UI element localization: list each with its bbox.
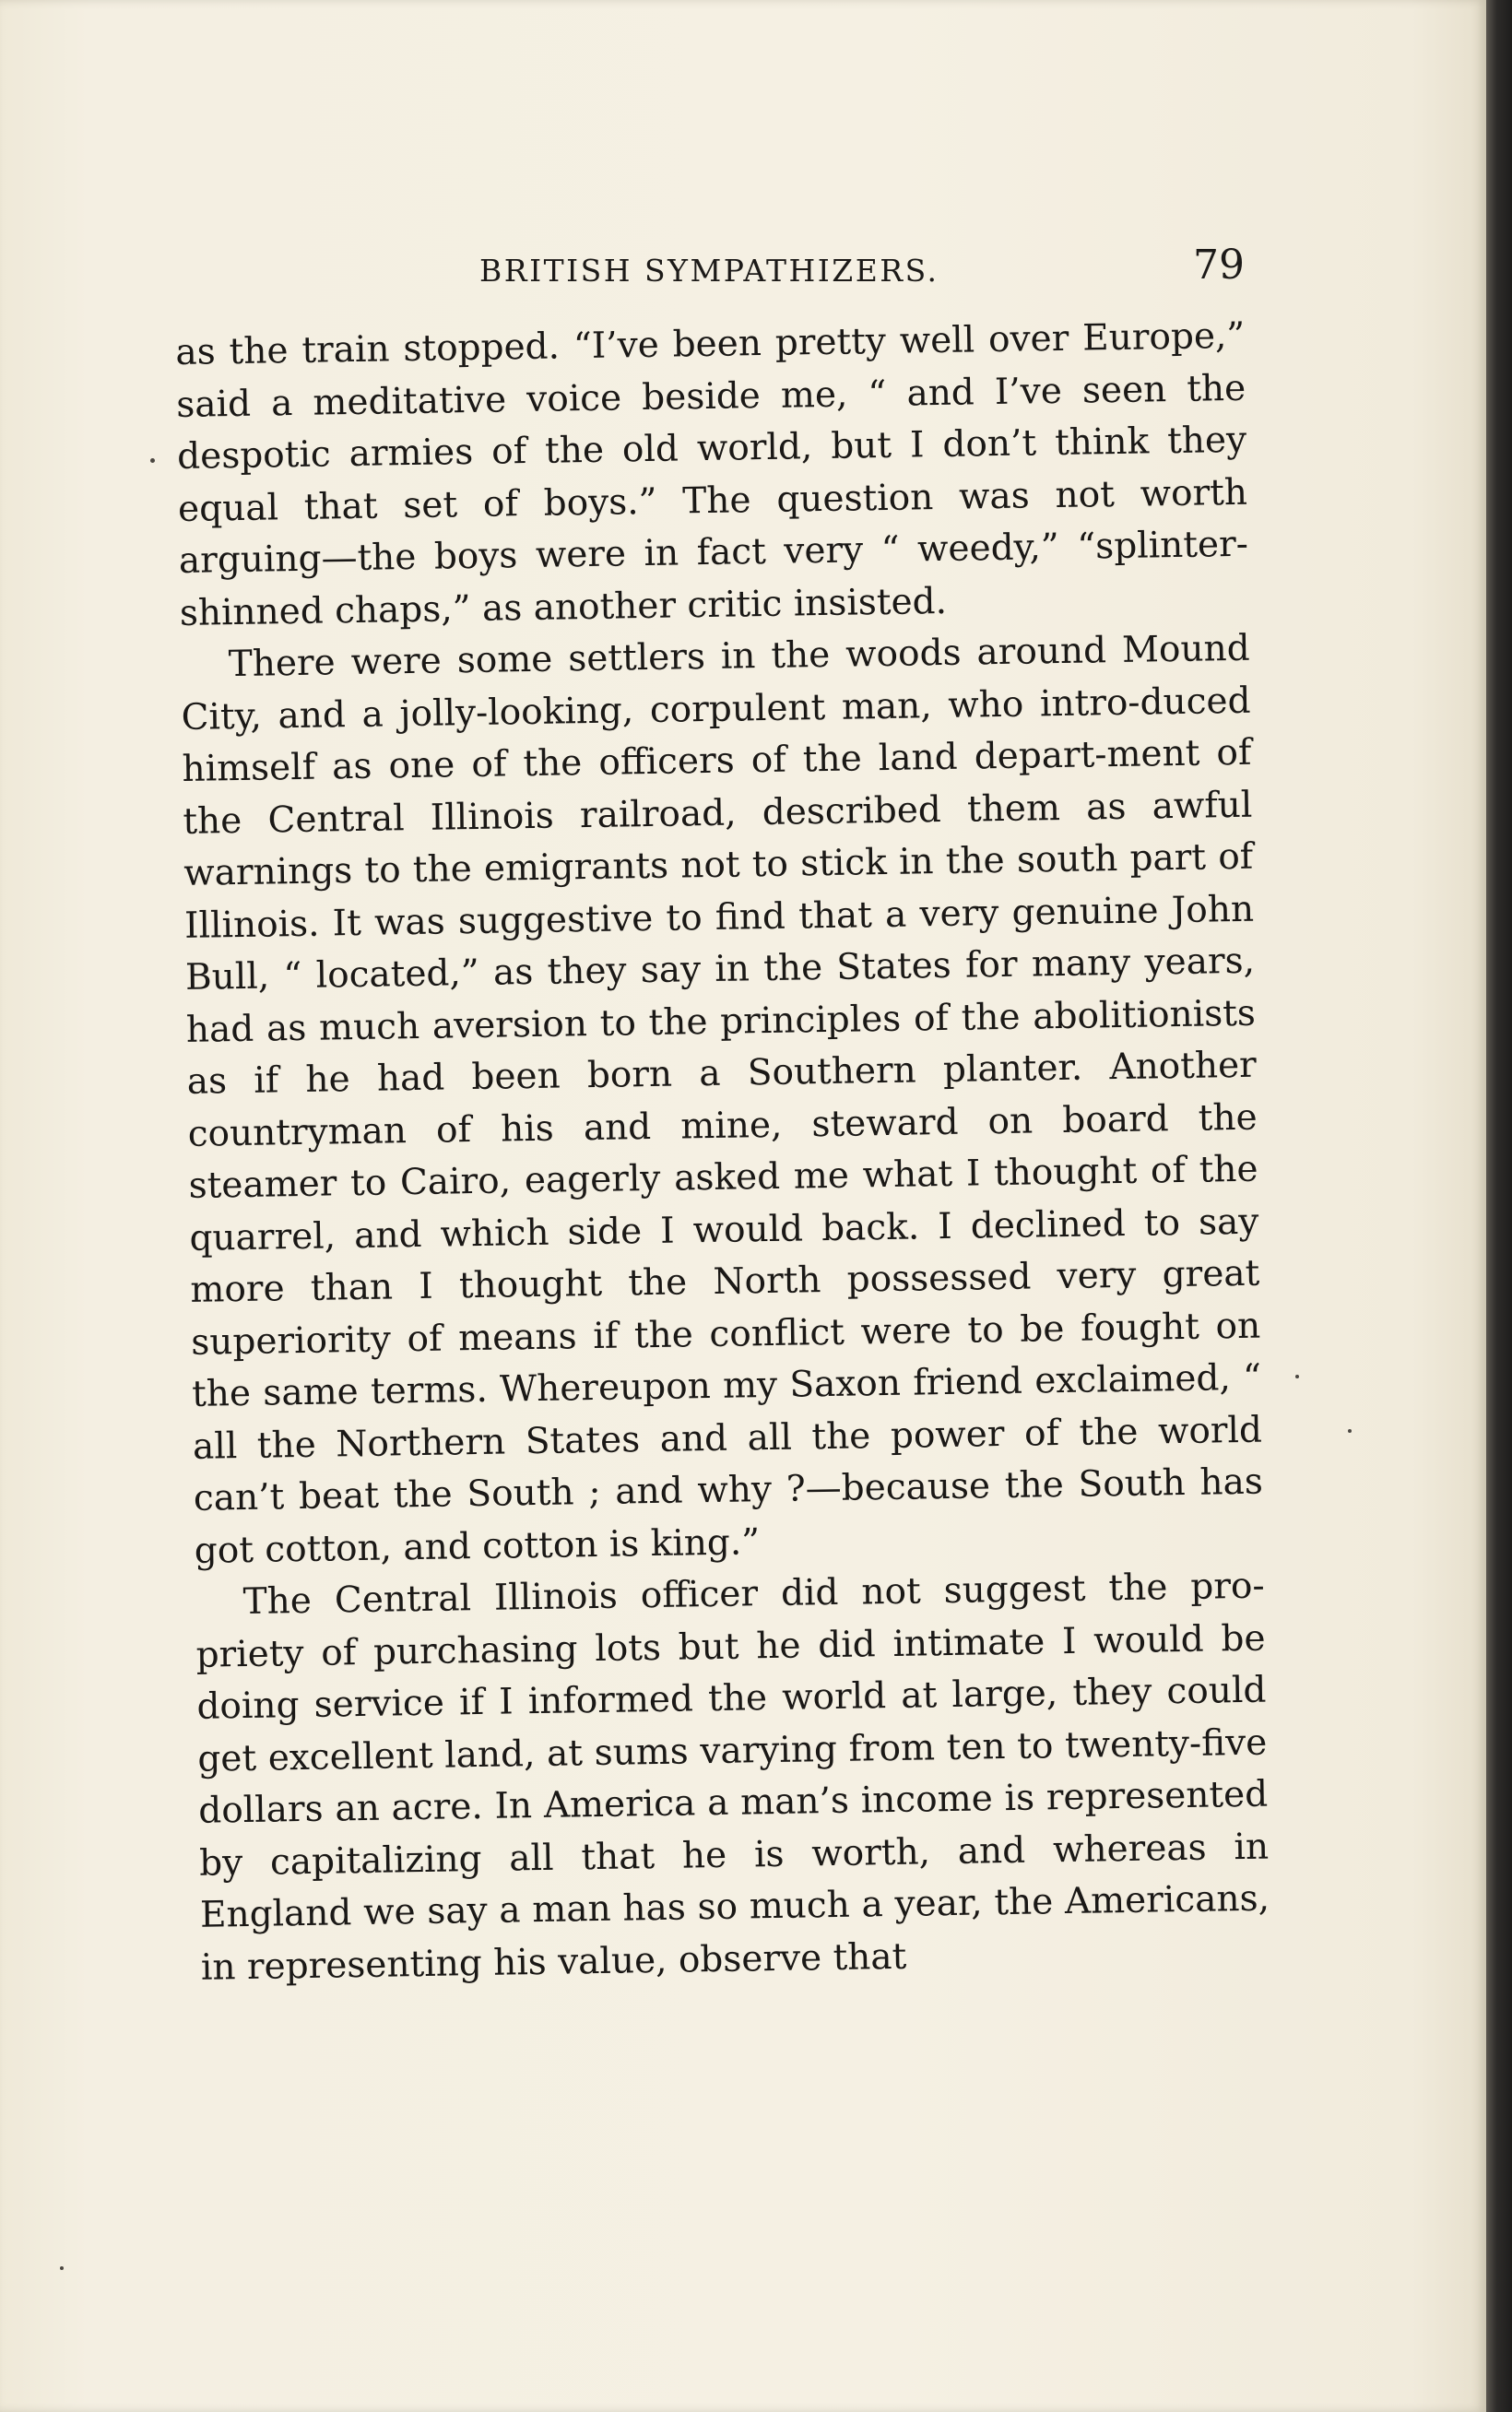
paragraph-1: as the train stopped. “I’ve been pretty well over Europe,” said a meditative voice beside me, “ and I’ve seen the despotic armies of the old world, but I don’t think they equal that set of boys.” The question was not worth arguing—the boys were in fact very “ weedy,” “splinter-shinned chaps,” as another critic insisted. xyxy=(175,314,1249,634)
paragraph-3: The Central Illinois officer did not suggest the pro-priety of purchasing lots but he did intimate I would be doing service if I informed the world at large, they could get excellent land, at sums varying from ten to twenty-five dollars an acre. In America a man’s income is represented by capitalizing all that he is worth, and whereas in England we say a man has so much a year, the Americans, in representing his value, observe that xyxy=(195,1565,1270,1989)
body-text xyxy=(175,311,1270,1994)
paper-speck xyxy=(150,458,155,463)
paper-speck xyxy=(1295,1375,1299,1378)
running-title: BRITISH SYMPATHIZERS. xyxy=(479,253,939,289)
page-number: 79 xyxy=(1193,242,1245,289)
paper-speck xyxy=(60,2266,64,2270)
paper-speck xyxy=(1348,1429,1352,1433)
page-edge xyxy=(1486,0,1512,2412)
page-header xyxy=(175,242,1245,297)
paragraph-2: There were some settlers in the woods around Mound City, and a jolly-looking, corpulent man, who intro-duced himself as one of the officers of the land depart-ment of the Central Illinois railroad, described them as awful warnings to the emigrants not to stick in the south part of Illinois. It was suggestive to find that a very genuine John Bull, “ located,” as they say in the States for many years, had as much aversion to the principles of the abolitionists as if he had been born a Southern planter. Another countryman of his and mine, steward on board the steamer to Cairo, eagerly asked me what I thought of the quarrel, and which side I would back. I declined to say more than I thought the North possessed very great superiority of means if the conflict were to be fought on the same terms. Whereupon my Saxon friend exclaimed, “ all the Northern States and all the power of the world can’t beat the South ; and why ?—because the South has got cotton, and cotton is king.” xyxy=(181,627,1264,1572)
